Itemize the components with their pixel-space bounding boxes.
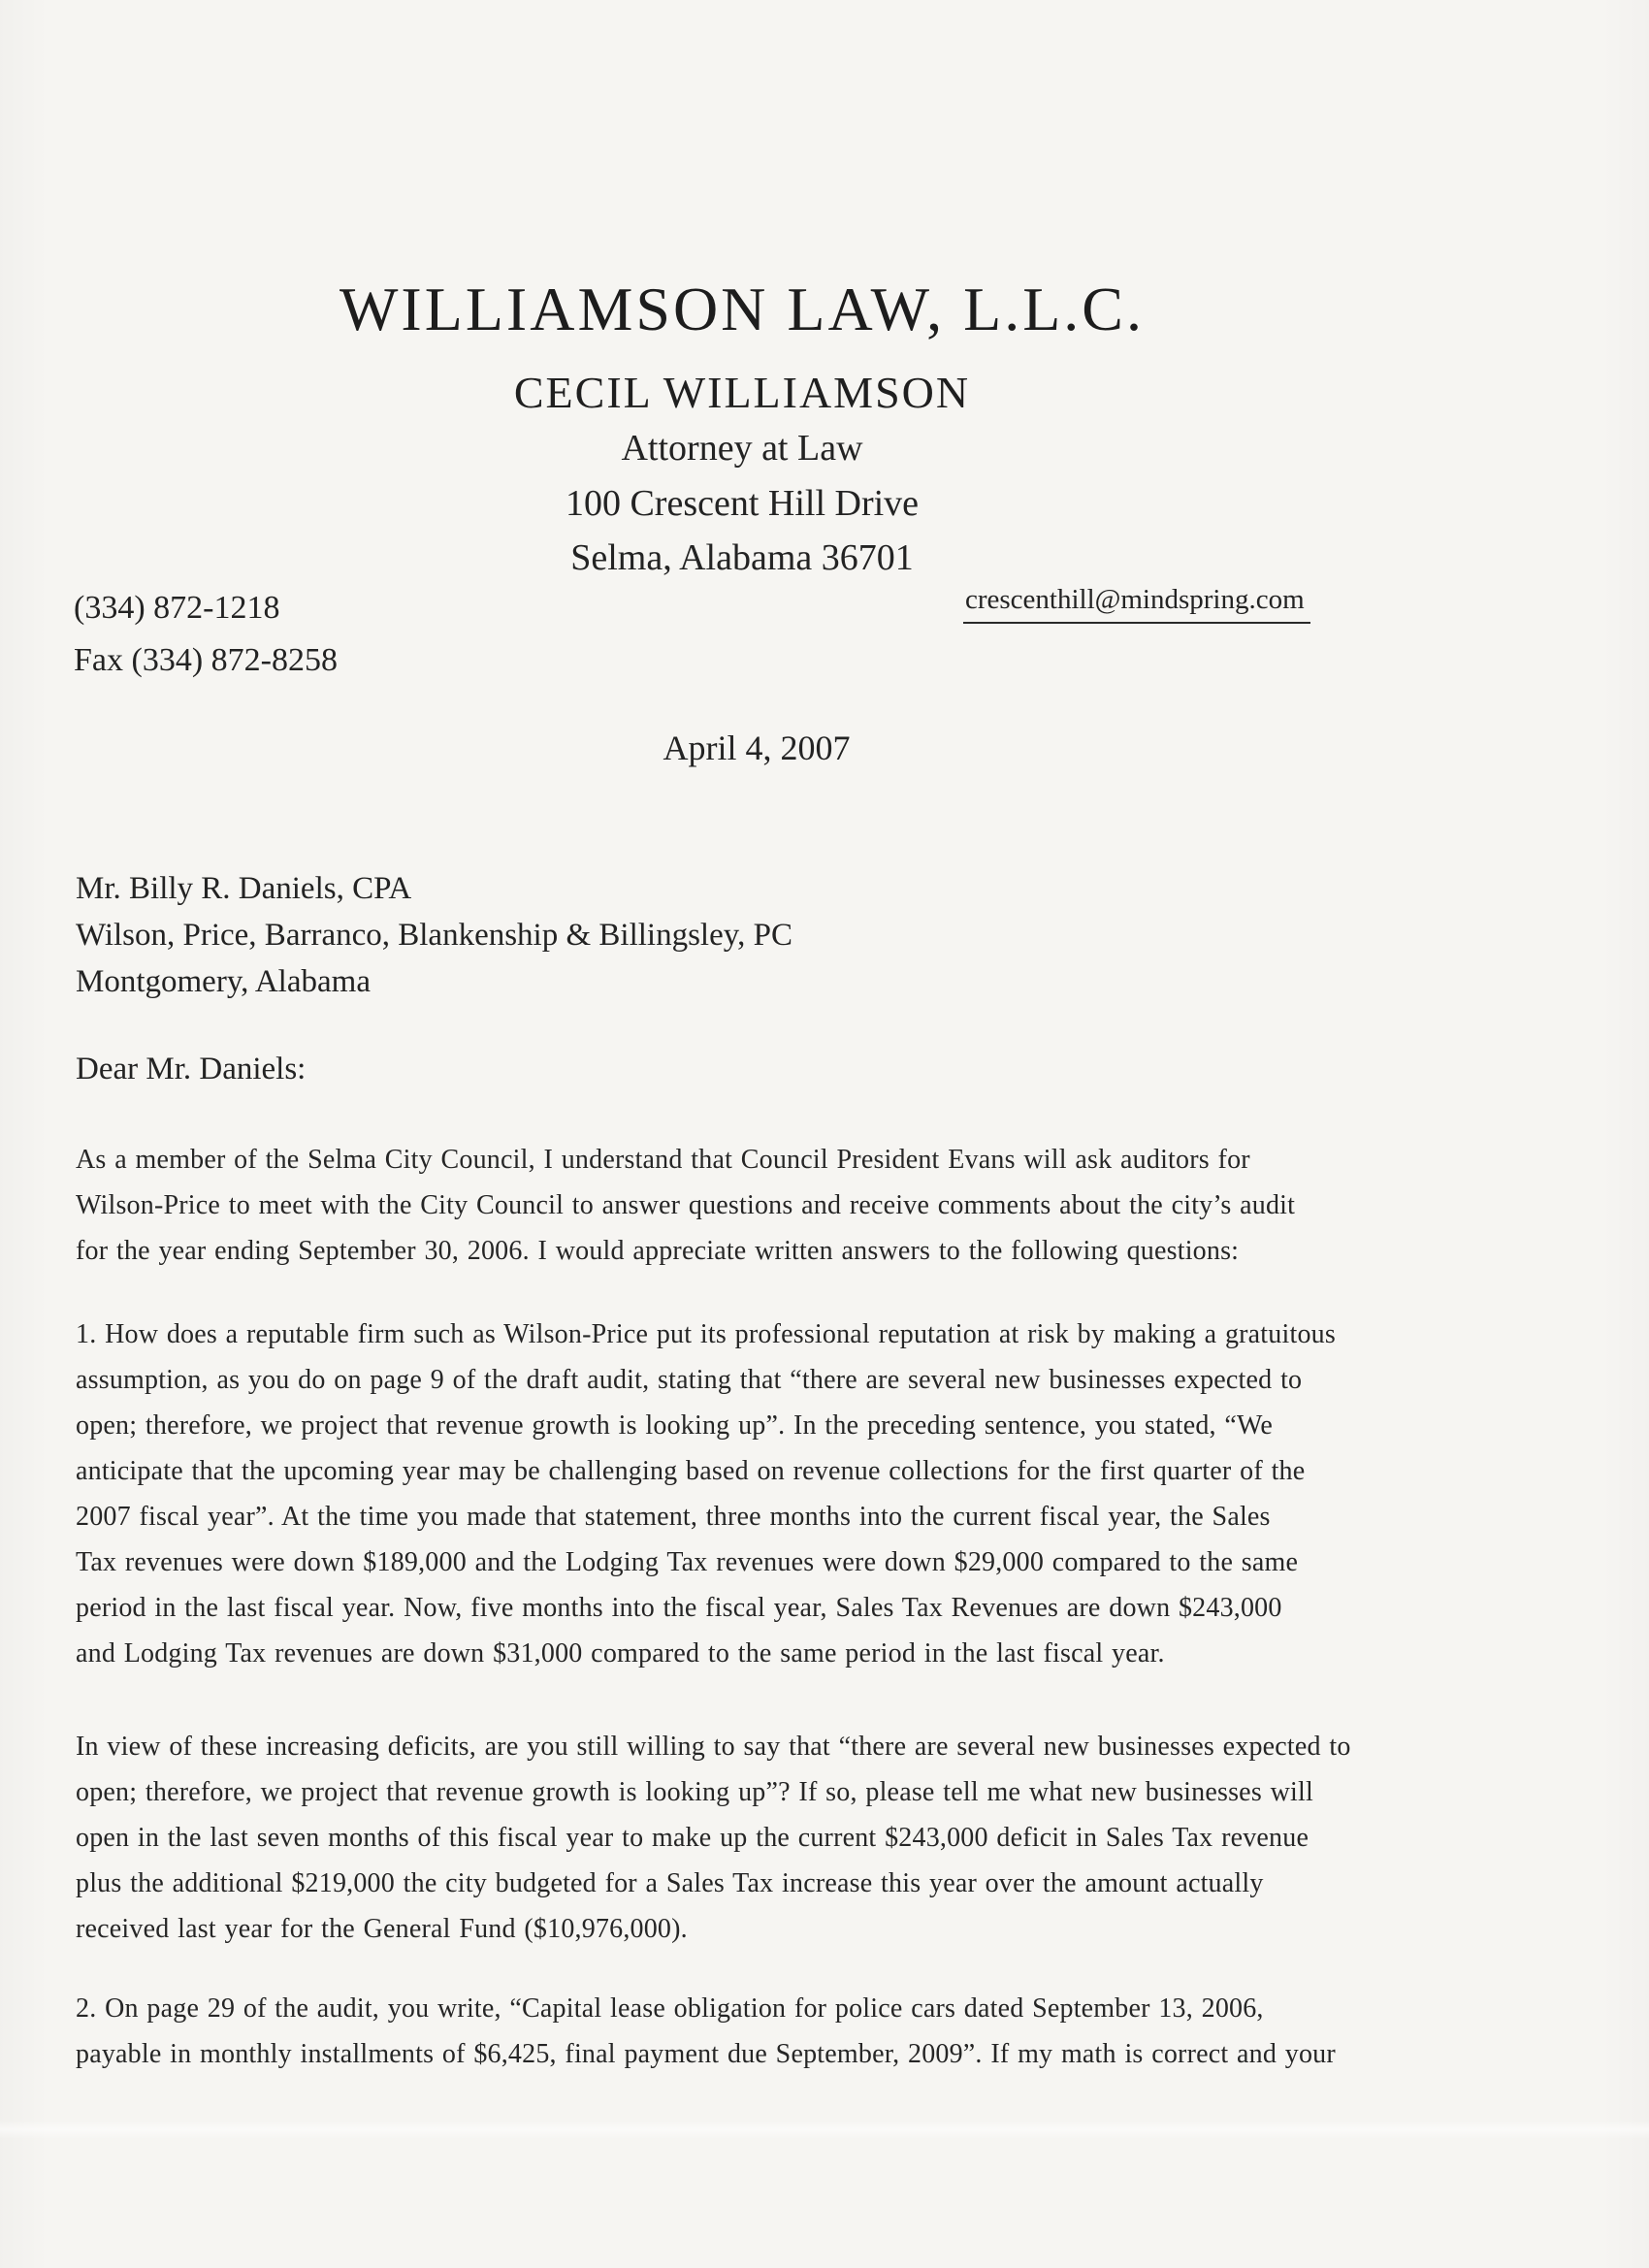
letterhead-street-address: 100 Crescent Hill Drive (565, 483, 920, 524)
text-line: anticipate that the upcoming year may be challenging based on revenue collections for the first quarter of the (76, 1456, 1306, 1486)
paragraph-question-1 (76, 1312, 1336, 1676)
paragraph-intro (76, 1137, 1295, 1274)
text-line: open; therefore, we project that revenue growth is looking up”? If so, please tell me what new businesses will (76, 1777, 1313, 1807)
letterhead-fax-number: Fax (334) 872-8258 (74, 642, 338, 678)
recipient-firm: Wilson, Price, Barranco, Blankenship & Billingsley, PC (76, 918, 792, 953)
letterhead-attorney-title: Attorney at Law (621, 428, 863, 469)
salutation: Dear Mr. Daniels: (76, 1052, 307, 1086)
recipient-city-state: Montgomery, Alabama (76, 964, 371, 999)
text-line: open in the last seven months of this fiscal year to make up the current $243,000 deficit in Sales Tax revenue (76, 1823, 1310, 1853)
text-line: payable in monthly installments of $6,425, final payment due September, 2009”. If my math is correct and your (76, 2039, 1336, 2069)
text-line: for the year ending September 30, 2006. I would appreciate written answers to the following questions: (76, 1236, 1240, 1266)
text-line: period in the last fiscal year. Now, five months into the fiscal year, Sales Tax Revenues are down $243,000 (76, 1593, 1282, 1623)
text-line: 2. On page 29 of the audit, you write, “Capital lease obligation for police cars dated September 13, 2006, (76, 1993, 1264, 2024)
paragraph-deficits (76, 1724, 1351, 1952)
letterhead-city-state-zip: Selma, Alabama 36701 (570, 537, 914, 578)
letterhead-attorney-name: CECIL WILLIAMSON (513, 368, 971, 417)
text-line: open; therefore, we project that revenue growth is looking up”. In the preceding sentence, you stated, “We (76, 1410, 1274, 1441)
text-line: 2007 fiscal year”. At the time you made that statement, three months into the current fiscal year, the Sales (76, 1502, 1271, 1532)
text-line: assumption, as you do on page 9 of the draft audit, stating that “there are several new businesses expected to (76, 1365, 1303, 1395)
recipient-name: Mr. Billy R. Daniels, CPA (76, 871, 412, 906)
paragraph-question-2 (76, 1986, 1336, 2077)
text-line: Tax revenues were down $189,000 and the Lodging Tax revenues were down $29,000 compared to the same (76, 1547, 1299, 1577)
text-line: received last year for the General Fund ($10,976,000). (76, 1914, 688, 1944)
text-line: and Lodging Tax revenues are down $31,000 compared to the same period in the last fiscal year. (76, 1638, 1165, 1669)
text-line: As a member of the Selma City Council, I understand that Council President Evans will ask auditors for (76, 1145, 1250, 1175)
text-line: plus the additional $219,000 the city budgeted for a Sales Tax increase this year over the amount actually (76, 1868, 1264, 1898)
letterhead-firm-name: WILLIAMSON LAW, L.L.C. (340, 275, 1145, 343)
letterhead-email-address: crescenthill@mindspring.com (963, 584, 1310, 624)
letterhead-phone-number: (334) 872-1218 (74, 590, 280, 626)
text-line: Wilson-Price to meet with the City Council to answer questions and receive comments about the city’s audit (76, 1190, 1296, 1220)
text-line: In view of these increasing deficits, are you still willing to say that “there are several new businesses expected to (76, 1732, 1351, 1762)
text-line: 1. How does a reputable firm such as Wilson-Price put its professional reputation at risk by making a gratuitous (76, 1319, 1336, 1349)
letter-date: April 4, 2007 (663, 729, 851, 767)
